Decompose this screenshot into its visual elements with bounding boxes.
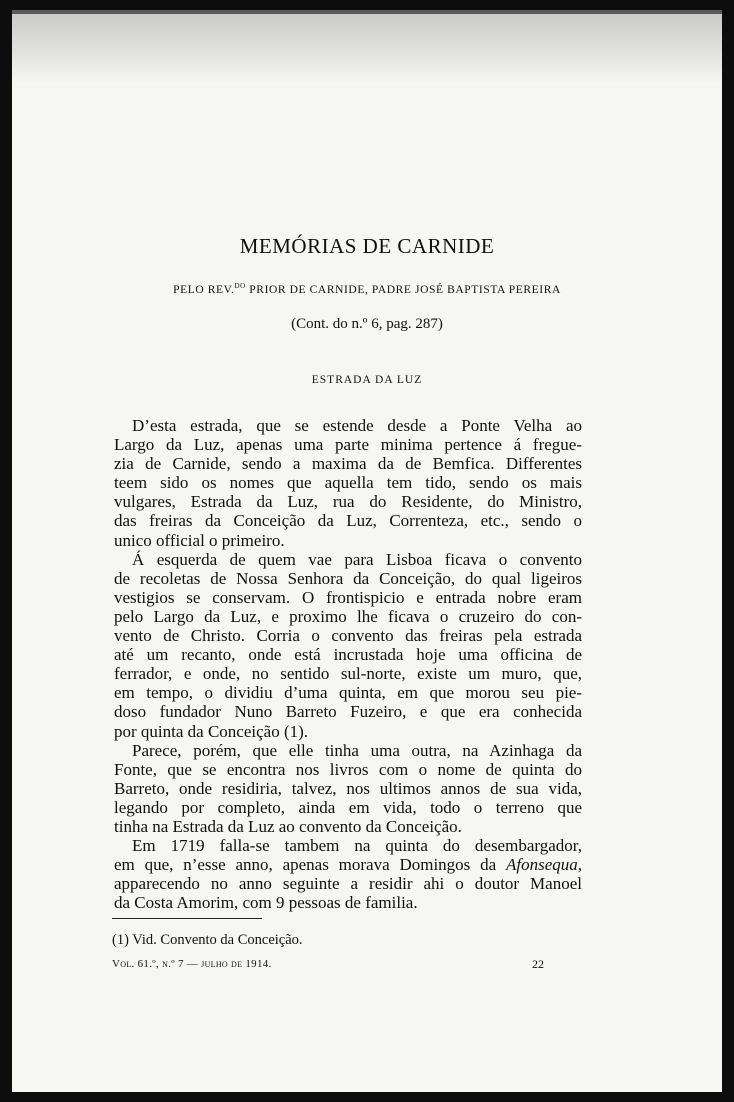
body-line: vulgares, Estrada da Luz, rua do Residente, do Ministro, bbox=[114, 492, 582, 512]
folio-line bbox=[112, 958, 272, 970]
footnote: (1) Vid. Convento da Conceição. bbox=[112, 932, 303, 948]
body-line: teem sido os nomes que aquella tem tido, sendo os mais bbox=[114, 473, 582, 493]
folio-text: Vol. 61.º, n.º 7 — julho de 1914. bbox=[112, 958, 272, 970]
body-line: Em 1719 falla-se tambem na quinta do desembargador, bbox=[132, 836, 582, 856]
body-line-text: em que, n’esse anno, apenas morava Domingos da bbox=[114, 855, 506, 875]
body-line: D’esta estrada, que se estende desde a Ponte Velha ao bbox=[132, 416, 582, 435]
footnote-rule bbox=[112, 918, 262, 919]
page-number: 22 bbox=[532, 957, 544, 971]
body-line: vento de Christo. Corria o convento das freiras pela estrada bbox=[114, 626, 582, 646]
body-line: Largo da Luz, apenas uma parte minima pertence á fregue- bbox=[114, 435, 582, 455]
body-line: doso fundador Nuno Barreto Fuzeiro, e que era conhecida bbox=[114, 702, 582, 722]
body-line: das freiras da Conceição da Luz, Correnteza, etc., sendo o bbox=[114, 511, 582, 531]
body-line: unico official o primeiro. bbox=[114, 530, 285, 550]
body-line: por quinta da Conceição (1). bbox=[114, 721, 309, 741]
body-line: em tempo, o dividiu d’uma quinta, em que morou seu pie- bbox=[114, 683, 582, 703]
scan-shadow bbox=[12, 14, 722, 84]
body-line: apparecendo no anno seguinte a residir ahi o doutor Manoel bbox=[114, 874, 582, 894]
body-line: zia de Carnide, sendo a maxima da de Bemfica. Differentes bbox=[114, 454, 582, 474]
body-line: vestigios se conservam. O frontispicio e entrada nobre eram bbox=[114, 587, 582, 607]
byline-before: PELO REV. bbox=[173, 283, 235, 296]
article-title: MEMÓRIAS DE CARNIDE bbox=[239, 234, 495, 258]
italic-name: Afonsequa, bbox=[505, 855, 582, 875]
body-line: ferrador, e onde, no sentido sul-norte, existe um muro, que, bbox=[114, 664, 582, 684]
scanned-page bbox=[12, 10, 722, 1092]
body-line: de recoletas de Nossa Senhora da Conceição, do qual ligeiros bbox=[114, 568, 582, 588]
byline-after: PRIOR DE CARNIDE, PADRE JOSÉ BAPTISTA PEREIRA bbox=[245, 283, 561, 296]
body-line bbox=[114, 855, 582, 874]
article-byline bbox=[12, 282, 722, 296]
body-line: legando por completo, ainda em vida, todo o terreno que bbox=[114, 797, 582, 817]
body-line: Á esquerda de quem vae para Lisboa ficava o convento bbox=[132, 549, 582, 569]
byline-sup: DO bbox=[234, 282, 246, 290]
body-line: Parece, porém, que elle tinha uma outra, na Azinhaga da bbox=[132, 740, 582, 760]
body-line: Fonte, que se encontra nos livros com o nome de quinta do bbox=[114, 759, 582, 779]
body-line: pelo Largo da Luz, e proximo lhe ficava o cruzeiro do con- bbox=[114, 606, 582, 626]
body-line: até um recanto, onde está incrustada hoje uma officina de bbox=[114, 645, 582, 665]
body-line: Barreto, onde residiria, talvez, nos ultimos annos de sua vida, bbox=[114, 778, 582, 798]
article-body bbox=[114, 416, 582, 912]
body-line: tinha na Estrada da Luz ao convento da Conceição. bbox=[114, 816, 462, 836]
continuation-note: (Cont. do n.º 6, pag. 287) bbox=[291, 316, 443, 332]
section-heading: ESTRADA DA LUZ bbox=[311, 374, 423, 386]
body-line: da Costa Amorim, com 9 pessoas de familia. bbox=[114, 893, 418, 913]
